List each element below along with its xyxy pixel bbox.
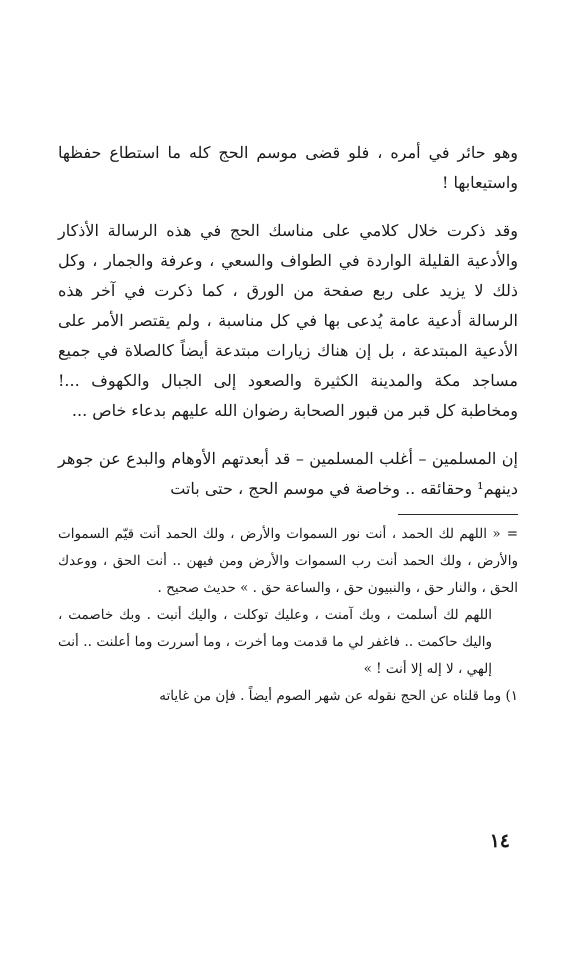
- page-content: [58, 138, 518, 710]
- footnote-divider: [398, 514, 518, 515]
- body-paragraph-2: وقد ذكرت خلال كلامي على مناسك الحج في هذه الرسالة الأذكار والأدعية القليلة الواردة في الطواف والسعي ، وعرفة والجمار ، وكل ذلك لا يزيد على ربع صفحة من الورق ، كما ذكرت في آخر هذه الرسالة أدعية عامة يُدعى بها في كل مناسبة ، ولم يقتصر الأمر على الأدعية المبتدعة ، بل إن هناك زيارات مبتدعة أيضاً كالصلاة في جميع مساجد مكة والمدينة الكثيرة والصعود إلى الجبال والكهوف ...! ومخاطبة كل قبر من قبور الصحابة رضوان الله عليهم بدعاء خاص ...: [58, 221, 518, 420]
- footnote-continuation-marker: =: [506, 526, 518, 542]
- footnote-hadith-1-text: « اللهم لك الحمد ، أنت نور السموات والأرض ، ولك الحمد أنت قيّم السموات والأرض ، ولك الحمد أنت رب السموات والأرض ومن فيهن .. أنت الحق ، ووعدك الحق ، والنار حق ، والنبيون حق ، والساعة حق . » حديث صحيح .: [58, 526, 518, 596]
- footnote-hadith-2: اللهم لك أسلمت ، وبك آمنت ، وعليك توكلت ، واليك أنبت . وبك خاصمت ، واليك حاكمت .. فاغفر لي ما قدمت وما أخرت ، وما أسررت وما أعلنت .. أنت إلهي ، لا إله إلا أنت ! »: [58, 607, 492, 677]
- body-paragraph-1: وهو حائر في أمره ، فلو قضى موسم الحج كله ما استطاع حفظها واستيعابها !: [58, 143, 518, 192]
- body-paragraph-3: إن المسلمين – أغلب المسلمين – قد أبعدتهم الأوهام والبدع عن جوهر دينهم¹ وحقائقه .. وخاصة في موسم الحج ، حتى باتت: [58, 449, 518, 498]
- footnote-hadith-1: [58, 521, 518, 602]
- footnote-note-1: ١) وما قلناه عن الحج نقوله عن شهر الصوم أيضاً . فإن من غاياته: [159, 688, 518, 704]
- page-number: ١٤: [489, 830, 510, 852]
